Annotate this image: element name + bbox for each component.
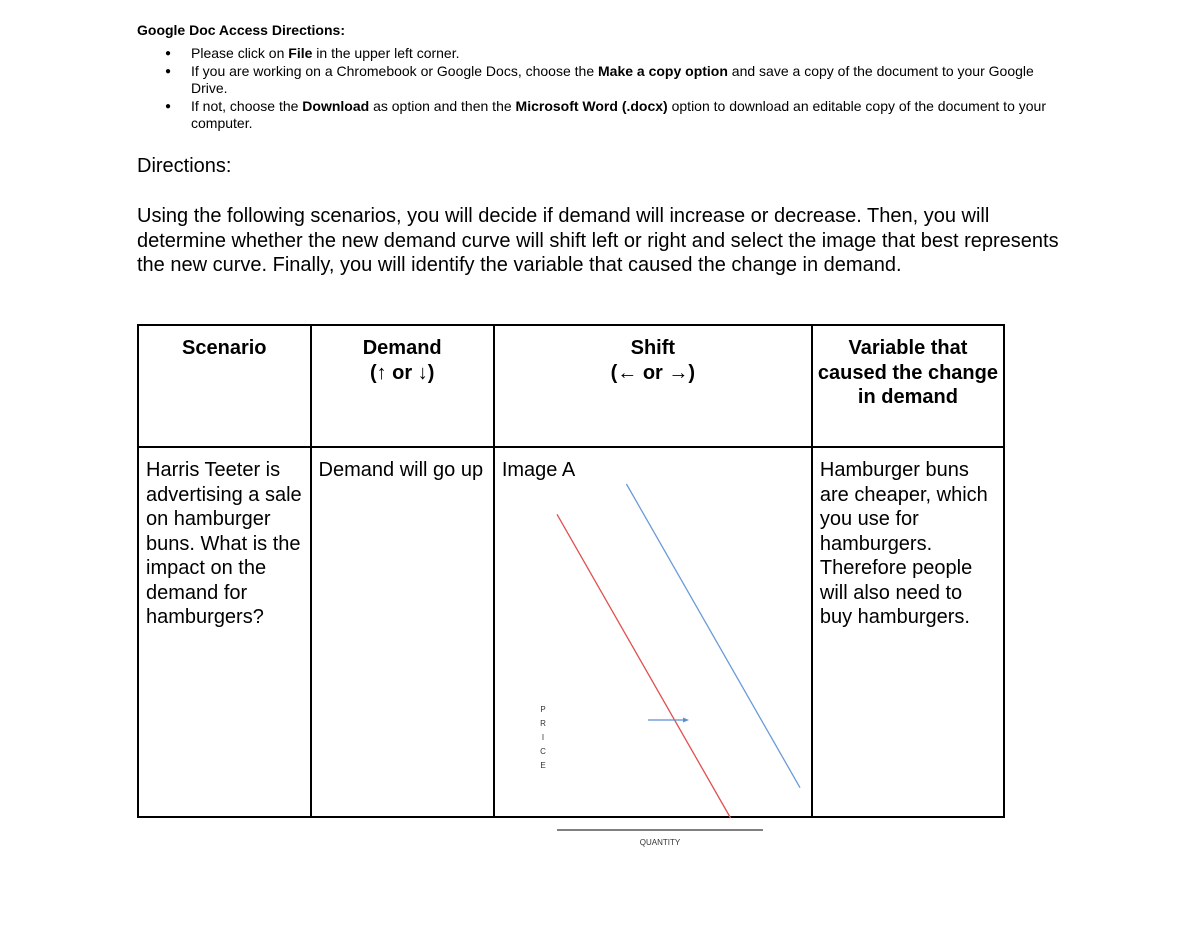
- cell-shift: [494, 447, 812, 847]
- list-item: [137, 98, 1057, 133]
- item-text: as option and then the: [369, 97, 516, 114]
- shift-image-label: Image A: [501, 459, 576, 481]
- list-item: [137, 63, 1057, 98]
- x-axis-label: QUANTITY: [639, 838, 681, 847]
- header-shift-symbols: (← or →): [610, 361, 696, 384]
- demand-shift-chart: [495, 448, 832, 847]
- list-item: [137, 45, 1057, 63]
- scenario-table: [137, 324, 1005, 847]
- directions-body: Using the following scenarios, you will decide if demand will increase or decrease. Then, you will determine whether the new demand curve will shift left or right and select the image that best represents the new curve. Finally, you will identify the variable that caused the change in demand.: [137, 205, 1059, 276]
- cell-scenario: Harris Teeter is advertising a sale on hamburger buns. What is the impact on the demand for hamburgers?: [138, 447, 311, 817]
- item-text: option to download an editable copy of the document to your computer.: [191, 97, 1046, 131]
- item-text: If not, choose the: [191, 97, 303, 114]
- y-axis-label-letter: E: [540, 761, 546, 770]
- y-axis-label-letter: I: [541, 733, 544, 742]
- item-bold-text: Microsoft Word (.docx): [515, 97, 668, 114]
- demand-curve-1: [557, 514, 731, 818]
- item-text: If you are working on a Chromebook or Google Docs, choose the: [191, 62, 598, 79]
- table-header-row: [138, 325, 1004, 447]
- shift-arrow-head: [683, 718, 689, 723]
- directions-heading: Directions:: [137, 155, 232, 177]
- demand-curve-2: [626, 484, 800, 788]
- y-axis-label-letter: P: [540, 705, 546, 714]
- item-bold-text: File: [288, 45, 313, 61]
- table-row: [138, 447, 1004, 817]
- cell-demand: Demand will go up: [311, 447, 494, 817]
- access-directions-list: [137, 45, 1057, 133]
- item-text: Please click on: [191, 45, 289, 61]
- item-text: and save a copy of the document to your Google Drive.: [191, 62, 1034, 96]
- header-scenario: Scenario: [138, 325, 311, 447]
- access-directions-heading: Google Doc Access Directions:: [137, 22, 345, 38]
- cell-variable: Hamburger buns are cheaper, which you use for hamburgers. Therefore people will also need to buy hamburgers.: [812, 447, 1004, 817]
- header-variable: Variable that caused the change in demand: [812, 325, 1004, 447]
- y-axis-label-letter: R: [539, 719, 546, 728]
- item-bold-text: Download: [302, 97, 370, 114]
- item-text: in the upper left corner.: [312, 45, 460, 61]
- item-bold-text: Make a copy option: [598, 62, 728, 79]
- header-shift: [494, 325, 812, 447]
- header-demand: [311, 325, 494, 447]
- header-shift-title: Shift: [630, 337, 676, 359]
- header-demand-symbols: (↑ or ↓): [369, 361, 435, 384]
- header-demand-title: Demand: [362, 337, 442, 359]
- y-axis-label-letter: C: [539, 747, 546, 756]
